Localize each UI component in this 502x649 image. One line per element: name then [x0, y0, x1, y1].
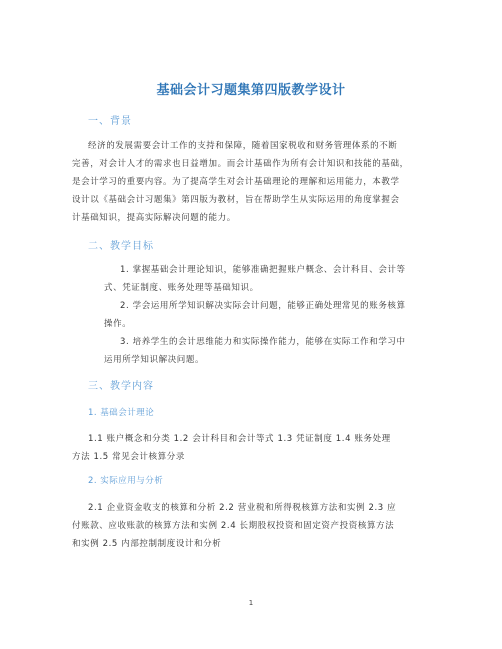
list-item-line: 式、凭证制度、账务处理等基础知识。: [104, 283, 259, 293]
list-item-line: 2. 学会运用所学知识解决实际会计问题，能够正确处理常见的账务核算: [120, 301, 406, 311]
paragraph-line: 设计以《基础会计习题集》第四版为教材，旨在帮助学生从实际运用的角度掌握会: [72, 195, 400, 205]
paragraph-line: 1.1 账户概念和分类 1.2 会计科目和会计等式 1.3 凭证制度 1.4 账务处理: [88, 434, 391, 444]
list-item-line: 操作。: [104, 319, 132, 329]
paragraph-line: 经济的发展需要会计工作的支持和保障，随着国家税收和财务管理体系的不断: [88, 141, 398, 151]
paragraph-line: 2.1 企业资金收支的核算和分析 2.2 营业税和所得税核算方法和实例 2.3 应: [88, 503, 397, 513]
paragraph-line: 是会计学习的重要内容。为了提高学生对会计基础理论的理解和运用能力，本教学: [72, 177, 400, 187]
list-item-line: 1. 掌握基础会计理论知识，能够准确把握账户概念、会计科目、会计等: [120, 265, 406, 275]
paragraph-line: 计基础知识，提高实际解决问题的能力。: [72, 213, 236, 223]
section-heading-background: 一、背景: [88, 116, 132, 127]
subsection-heading-theory: 1. 基础会计理论: [88, 408, 155, 418]
paragraph-line: 和实例 2.5 内部控制制度设计和分析: [72, 539, 222, 549]
list-item-line: 运用所学知识解决问题。: [104, 355, 205, 365]
list-item-line: 3. 培养学生的会计思维能力和实际操作能力，能够在实际工作和学习中: [120, 337, 406, 347]
document-title: 基础会计习题集第四版教学设计: [156, 83, 346, 98]
subsection-heading-application: 2. 实际应用与分析: [88, 476, 164, 486]
section-heading-objectives: 二、教学目标: [88, 241, 154, 252]
paragraph-line: 方法 1.5 常见会计核算分录: [72, 452, 185, 462]
section-heading-content: 三、教学内容: [88, 381, 154, 392]
paragraph-line: 完善，对会计人才的需求也日益增加。而会计基础作为所有会计知识和技能的基础，: [72, 159, 409, 169]
paragraph-line: 付账款、应收账款的核算方法和实例 2.4 长期股权投资和固定资产投资核算方法: [72, 521, 395, 531]
page-number: 1: [248, 599, 254, 607]
